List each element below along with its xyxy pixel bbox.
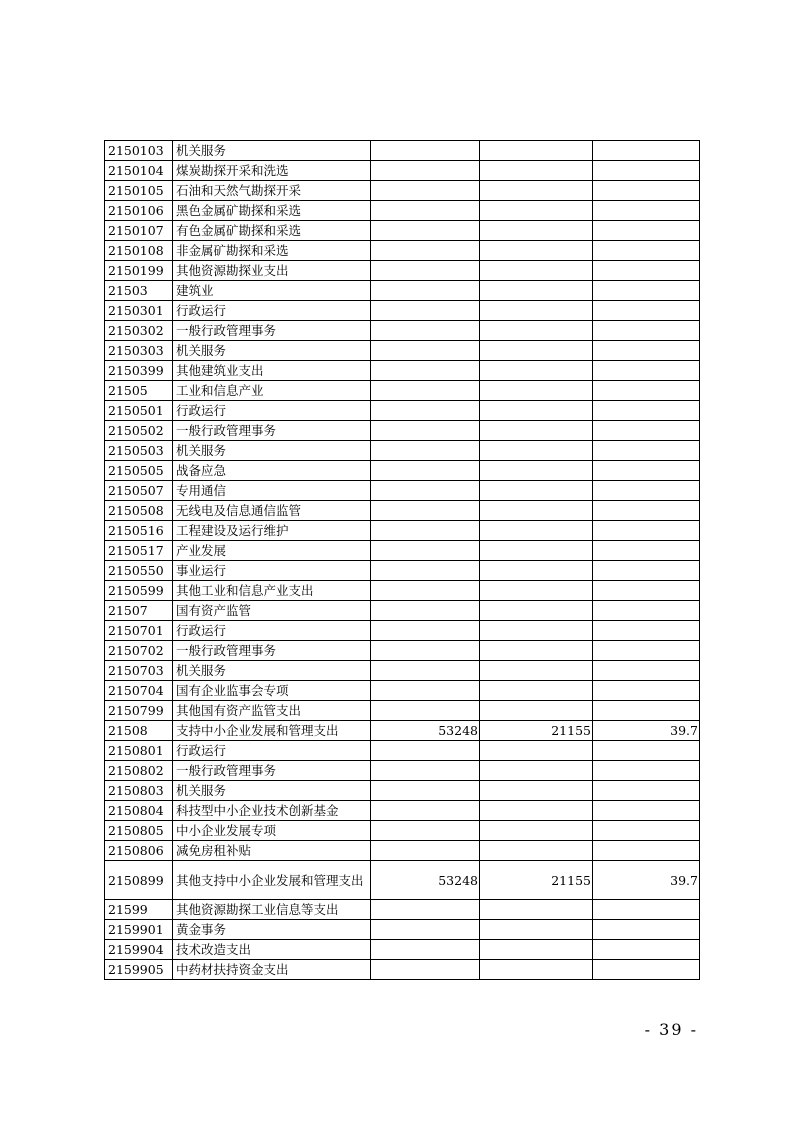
value-cell-1 — [371, 181, 480, 201]
value-cell-1 — [371, 761, 480, 781]
table-row — [105, 521, 700, 541]
value-cell-2 — [480, 261, 593, 281]
value-cell-1 — [371, 801, 480, 821]
name-cell: 黄金事务 — [173, 920, 371, 940]
value-cell-2 — [480, 701, 593, 721]
value-cell-3 — [593, 181, 700, 201]
value-cell-3 — [593, 900, 700, 920]
table-row — [105, 561, 700, 581]
name-cell: 战备应急 — [173, 461, 371, 481]
code-cell: 2150802 — [105, 761, 173, 781]
value-cell-1 — [371, 361, 480, 381]
value-cell-1 — [371, 940, 480, 960]
value-cell-2 — [480, 321, 593, 341]
value-cell-3 — [593, 541, 700, 561]
name-cell: 非金属矿勘探和采选 — [173, 241, 371, 261]
code-cell: 2150103 — [105, 141, 173, 161]
name-cell: 中药材扶持资金支出 — [173, 960, 371, 980]
value-cell-3 — [593, 421, 700, 441]
value-cell-2 — [480, 900, 593, 920]
value-cell-3 — [593, 581, 700, 601]
value-cell-1 — [371, 161, 480, 181]
value-cell-2 — [480, 141, 593, 161]
value-cell-1 — [371, 581, 480, 601]
value-cell-3 — [593, 761, 700, 781]
code-cell: 2150803 — [105, 781, 173, 801]
table-row — [105, 541, 700, 561]
table-row — [105, 621, 700, 641]
value-cell-1 — [371, 501, 480, 521]
value-cell-3 — [593, 461, 700, 481]
code-cell: 2150704 — [105, 681, 173, 701]
value-cell-3: 39.7 — [593, 861, 700, 900]
value-cell-2 — [480, 601, 593, 621]
value-cell-2 — [480, 161, 593, 181]
name-cell: 一般行政管理事务 — [173, 761, 371, 781]
value-cell-3 — [593, 301, 700, 321]
code-cell: 2150550 — [105, 561, 173, 581]
value-cell-2 — [480, 960, 593, 980]
value-cell-3 — [593, 621, 700, 641]
table-row — [105, 161, 700, 181]
table-row — [105, 940, 700, 960]
table-row — [105, 401, 700, 421]
value-cell-3 — [593, 661, 700, 681]
table-row — [105, 601, 700, 621]
name-cell: 行政运行 — [173, 401, 371, 421]
table-row — [105, 781, 700, 801]
code-cell: 2150303 — [105, 341, 173, 361]
code-cell: 2150502 — [105, 421, 173, 441]
value-cell-2 — [480, 201, 593, 221]
name-cell: 其他建筑业支出 — [173, 361, 371, 381]
table-row — [105, 421, 700, 441]
value-cell-2 — [480, 181, 593, 201]
name-cell: 工业和信息产业 — [173, 381, 371, 401]
table-row — [105, 701, 700, 721]
value-cell-3 — [593, 261, 700, 281]
code-cell: 2159905 — [105, 960, 173, 980]
value-cell-3 — [593, 681, 700, 701]
table-row — [105, 741, 700, 761]
code-cell: 2150701 — [105, 621, 173, 641]
value-cell-1 — [371, 521, 480, 541]
value-cell-2 — [480, 221, 593, 241]
code-cell: 2150199 — [105, 261, 173, 281]
code-cell: 2150899 — [105, 861, 173, 900]
name-cell: 机关服务 — [173, 141, 371, 161]
table-row — [105, 900, 700, 920]
name-cell: 技术改造支出 — [173, 940, 371, 960]
code-cell: 2150702 — [105, 641, 173, 661]
value-cell-1 — [371, 281, 480, 301]
value-cell-1 — [371, 141, 480, 161]
code-cell: 2150501 — [105, 401, 173, 421]
table-row — [105, 641, 700, 661]
value-cell-1 — [371, 701, 480, 721]
code-cell: 2150517 — [105, 541, 173, 561]
code-cell: 2150806 — [105, 841, 173, 861]
value-cell-2 — [480, 401, 593, 421]
name-cell: 有色金属矿勘探和采选 — [173, 221, 371, 241]
name-cell: 建筑业 — [173, 281, 371, 301]
value-cell-1 — [371, 301, 480, 321]
table-row — [105, 301, 700, 321]
name-cell: 行政运行 — [173, 301, 371, 321]
table-row — [105, 841, 700, 861]
code-cell: 2150703 — [105, 661, 173, 681]
value-cell-2 — [480, 561, 593, 581]
value-cell-1 — [371, 960, 480, 980]
value-cell-3 — [593, 801, 700, 821]
table-row — [105, 960, 700, 980]
code-cell: 2150507 — [105, 481, 173, 501]
value-cell-3 — [593, 701, 700, 721]
value-cell-1 — [371, 461, 480, 481]
name-cell: 中小企业发展专项 — [173, 821, 371, 841]
table-row — [105, 141, 700, 161]
table-row — [105, 920, 700, 940]
value-cell-3 — [593, 141, 700, 161]
value-cell-3 — [593, 521, 700, 541]
value-cell-3 — [593, 561, 700, 581]
table-row — [105, 181, 700, 201]
value-cell-3 — [593, 960, 700, 980]
code-cell: 2150804 — [105, 801, 173, 821]
value-cell-2: 21155 — [480, 861, 593, 900]
table-row — [105, 241, 700, 261]
value-cell-1: 53248 — [371, 721, 480, 741]
name-cell: 减免房租补贴 — [173, 841, 371, 861]
table-row — [105, 361, 700, 381]
code-cell: 2150508 — [105, 501, 173, 521]
code-cell: 2150107 — [105, 221, 173, 241]
value-cell-1: 53248 — [371, 861, 480, 900]
value-cell-3 — [593, 821, 700, 841]
value-cell-2 — [480, 421, 593, 441]
value-cell-2 — [480, 361, 593, 381]
name-cell: 机关服务 — [173, 341, 371, 361]
value-cell-1 — [371, 601, 480, 621]
code-cell: 2150301 — [105, 301, 173, 321]
name-cell: 煤炭勘探开采和洗选 — [173, 161, 371, 181]
name-cell: 机关服务 — [173, 661, 371, 681]
name-cell: 专用通信 — [173, 481, 371, 501]
code-cell: 2150505 — [105, 461, 173, 481]
value-cell-2 — [480, 441, 593, 461]
table-row — [105, 481, 700, 501]
value-cell-2 — [480, 501, 593, 521]
value-cell-3 — [593, 321, 700, 341]
value-cell-2 — [480, 521, 593, 541]
value-cell-3 — [593, 481, 700, 501]
value-cell-3: 39.7 — [593, 721, 700, 741]
table-row — [105, 461, 700, 481]
value-cell-2 — [480, 841, 593, 861]
table-row — [105, 821, 700, 841]
code-cell: 2159904 — [105, 940, 173, 960]
value-cell-3 — [593, 841, 700, 861]
value-cell-3 — [593, 501, 700, 521]
value-cell-2 — [480, 661, 593, 681]
name-cell: 机关服务 — [173, 781, 371, 801]
value-cell-3 — [593, 361, 700, 381]
code-cell: 2150106 — [105, 201, 173, 221]
code-cell: 21507 — [105, 601, 173, 621]
value-cell-2 — [480, 681, 593, 701]
value-cell-2 — [480, 821, 593, 841]
budget-table — [104, 140, 700, 980]
name-cell: 行政运行 — [173, 621, 371, 641]
code-cell: 2150801 — [105, 741, 173, 761]
value-cell-3 — [593, 201, 700, 221]
value-cell-1 — [371, 401, 480, 421]
value-cell-2 — [480, 920, 593, 940]
table-row — [105, 221, 700, 241]
name-cell: 其他资源勘探工业信息等支出 — [173, 900, 371, 920]
table-row — [105, 721, 700, 741]
name-cell: 产业发展 — [173, 541, 371, 561]
code-cell: 2159901 — [105, 920, 173, 940]
name-cell: 一般行政管理事务 — [173, 641, 371, 661]
value-cell-3 — [593, 741, 700, 761]
name-cell: 机关服务 — [173, 441, 371, 461]
name-cell: 工程建设及运行维护 — [173, 521, 371, 541]
value-cell-2 — [480, 641, 593, 661]
value-cell-1 — [371, 821, 480, 841]
name-cell: 其他支持中小企业发展和管理支出 — [173, 861, 371, 900]
value-cell-1 — [371, 561, 480, 581]
name-cell: 国有资产监管 — [173, 601, 371, 621]
value-cell-2 — [480, 281, 593, 301]
table-row — [105, 281, 700, 301]
table-row — [105, 341, 700, 361]
value-cell-3 — [593, 601, 700, 621]
code-cell: 21503 — [105, 281, 173, 301]
name-cell: 行政运行 — [173, 741, 371, 761]
value-cell-1 — [371, 221, 480, 241]
value-cell-3 — [593, 401, 700, 421]
value-cell-1 — [371, 201, 480, 221]
value-cell-1 — [371, 441, 480, 461]
value-cell-1 — [371, 261, 480, 281]
value-cell-1 — [371, 841, 480, 861]
table-row — [105, 441, 700, 461]
value-cell-2 — [480, 381, 593, 401]
table-row — [105, 381, 700, 401]
value-cell-1 — [371, 781, 480, 801]
value-cell-1 — [371, 641, 480, 661]
table-row — [105, 321, 700, 341]
code-cell: 2150104 — [105, 161, 173, 181]
value-cell-3 — [593, 641, 700, 661]
value-cell-3 — [593, 781, 700, 801]
code-cell: 2150302 — [105, 321, 173, 341]
value-cell-1 — [371, 900, 480, 920]
table-body — [105, 141, 700, 980]
value-cell-3 — [593, 940, 700, 960]
value-cell-2 — [480, 761, 593, 781]
value-cell-1 — [371, 381, 480, 401]
value-cell-2 — [480, 741, 593, 761]
value-cell-2 — [480, 940, 593, 960]
value-cell-3 — [593, 441, 700, 461]
table-row — [105, 861, 700, 900]
code-cell: 2150105 — [105, 181, 173, 201]
value-cell-3 — [593, 341, 700, 361]
value-cell-3 — [593, 381, 700, 401]
name-cell: 科技型中小企业技术创新基金 — [173, 801, 371, 821]
code-cell: 2150399 — [105, 361, 173, 381]
code-cell: 2150516 — [105, 521, 173, 541]
value-cell-1 — [371, 321, 480, 341]
value-cell-2 — [480, 301, 593, 321]
code-cell: 2150805 — [105, 821, 173, 841]
value-cell-2 — [480, 461, 593, 481]
value-cell-2 — [480, 341, 593, 361]
name-cell: 一般行政管理事务 — [173, 421, 371, 441]
value-cell-3 — [593, 221, 700, 241]
code-cell: 21599 — [105, 900, 173, 920]
name-cell: 其他国有资产监管支出 — [173, 701, 371, 721]
value-cell-2 — [480, 541, 593, 561]
table-row — [105, 761, 700, 781]
value-cell-1 — [371, 481, 480, 501]
code-cell: 2150599 — [105, 581, 173, 601]
table-row — [105, 501, 700, 521]
value-cell-3 — [593, 920, 700, 940]
value-cell-2 — [480, 621, 593, 641]
value-cell-1 — [371, 241, 480, 261]
value-cell-3 — [593, 161, 700, 181]
name-cell: 一般行政管理事务 — [173, 321, 371, 341]
name-cell: 石油和天然气勘探开采 — [173, 181, 371, 201]
value-cell-3 — [593, 241, 700, 261]
value-cell-1 — [371, 621, 480, 641]
value-cell-2: 21155 — [480, 721, 593, 741]
value-cell-1 — [371, 341, 480, 361]
value-cell-3 — [593, 281, 700, 301]
name-cell: 事业运行 — [173, 561, 371, 581]
table-row — [105, 261, 700, 281]
table-row — [105, 681, 700, 701]
value-cell-1 — [371, 741, 480, 761]
code-cell: 21505 — [105, 381, 173, 401]
name-cell: 国有企业监事会专项 — [173, 681, 371, 701]
table-row — [105, 661, 700, 681]
value-cell-1 — [371, 421, 480, 441]
code-cell: 2150503 — [105, 441, 173, 461]
name-cell: 支持中小企业发展和管理支出 — [173, 721, 371, 741]
page-number: - 39 - — [644, 1020, 698, 1039]
value-cell-2 — [480, 581, 593, 601]
value-cell-2 — [480, 241, 593, 261]
value-cell-1 — [371, 541, 480, 561]
code-cell: 2150108 — [105, 241, 173, 261]
name-cell: 无线电及信息通信监管 — [173, 501, 371, 521]
code-cell: 21508 — [105, 721, 173, 741]
table-row — [105, 581, 700, 601]
code-cell: 2150799 — [105, 701, 173, 721]
name-cell: 黑色金属矿勘探和采选 — [173, 201, 371, 221]
value-cell-1 — [371, 661, 480, 681]
value-cell-2 — [480, 781, 593, 801]
name-cell: 其他资源勘探业支出 — [173, 261, 371, 281]
value-cell-1 — [371, 920, 480, 940]
table-row — [105, 801, 700, 821]
table-row — [105, 201, 700, 221]
name-cell: 其他工业和信息产业支出 — [173, 581, 371, 601]
value-cell-1 — [371, 681, 480, 701]
value-cell-2 — [480, 481, 593, 501]
value-cell-2 — [480, 801, 593, 821]
